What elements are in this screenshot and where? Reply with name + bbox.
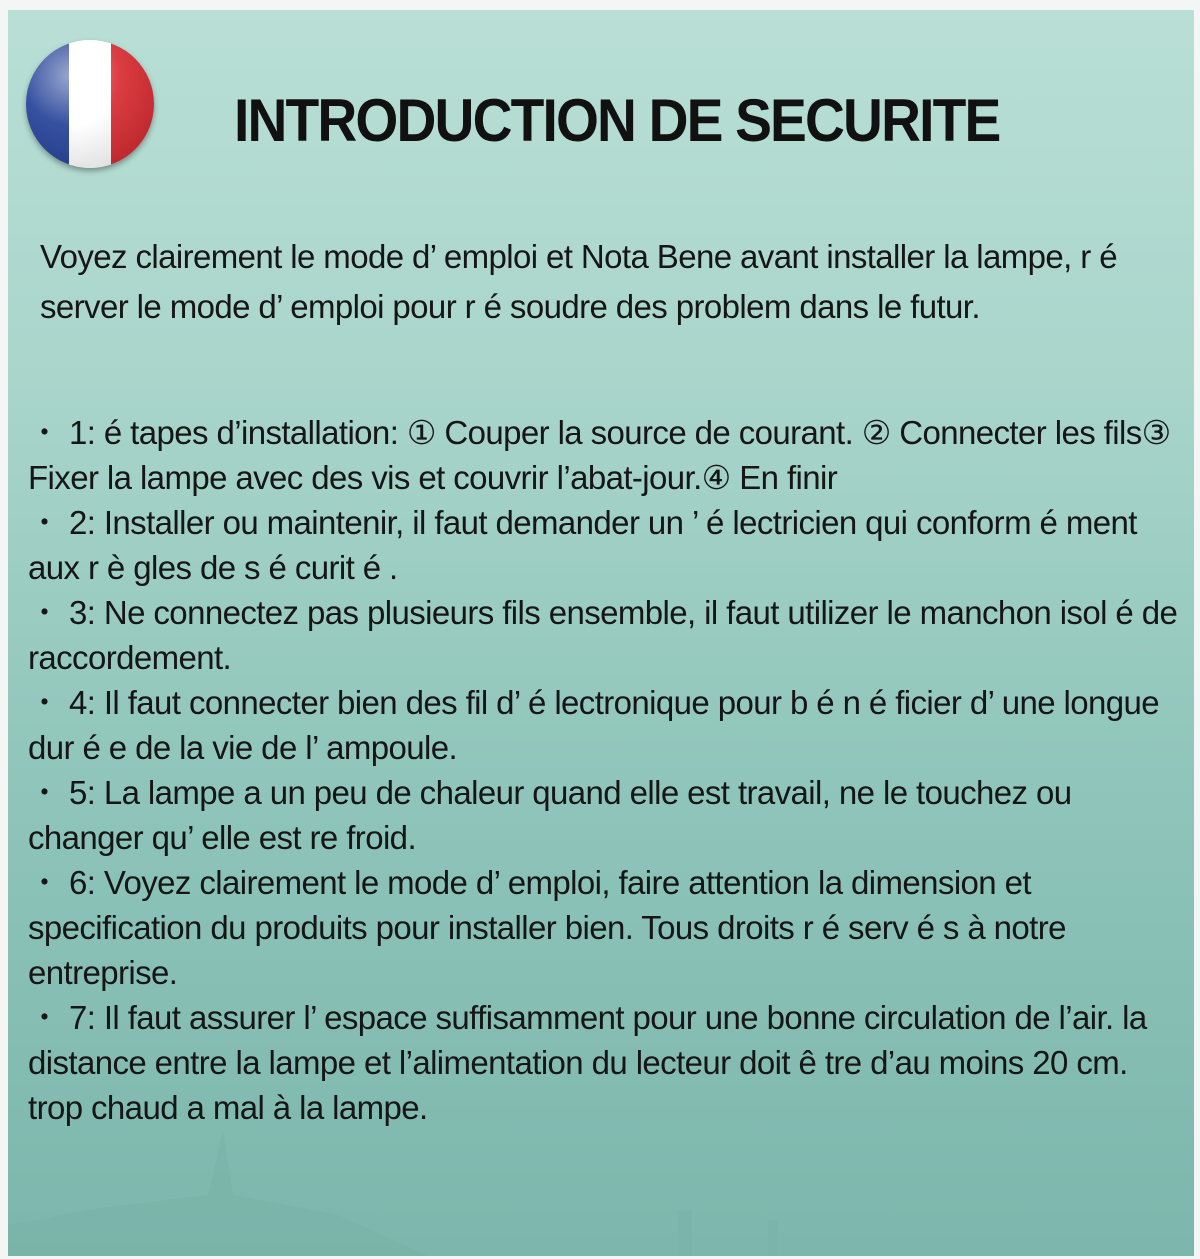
instruction-item-4: ・ 4: Il faut connecter bien des fil d’ é lectronique pour b é n é ficier d’ une longue dur é e de la vie de l’ ampoule. — [28, 684, 1160, 766]
instruction-item-5: ・ 5: La lampe a un peu de chaleur quand elle est travail, ne le touchez ou changer qu’ elle est re froid. — [28, 774, 1072, 856]
instruction-item-6: ・ 6: Voyez clairement le mode d’ emploi, faire attention la dimension et specification du produits pour installer bien. Tous droits r é serv é s à notre entreprise. — [28, 864, 1066, 991]
safety-instructions-list — [28, 410, 1183, 1130]
instruction-item-3: ・ 3: Ne connectez pas plusieurs fils ensemble, il faut utilizer le manchon isol é de raccordement. — [28, 594, 1178, 676]
flag-gloss — [26, 40, 154, 168]
instruction-item-2: ・ 2: Installer ou maintenir, il faut demander un ’ é lectricien qui conform é ment aux r è gles de s é curit é . — [28, 504, 1137, 586]
safety-panel — [8, 10, 1194, 1256]
intro-paragraph: Voyez clairement le mode d’ emploi et Nota Bene avant installer la lampe, r é server le mode d’ emploi pour r é soudre des problem dans le futur. — [40, 238, 1117, 325]
page-title: INTRODUCTION DE SECURITE — [234, 87, 1000, 154]
instruction-item-7: ・ 7: Il faut assurer l’ espace suffisamment pour une bonne circulation de l’air. la distance entre la lampe et l’alimentation du lecteur doit ê tre d’au moins 20 cm. trop chaud a mal à la lampe. — [28, 999, 1147, 1126]
france-flag-icon — [26, 40, 154, 168]
instruction-item-1: ・ 1: é tapes d’installation: ① Couper la source de courant. ② Connecter les fils③ Fixer la lampe avec des vis et couvrir l’abat-jour.④ En finir — [28, 414, 1171, 496]
